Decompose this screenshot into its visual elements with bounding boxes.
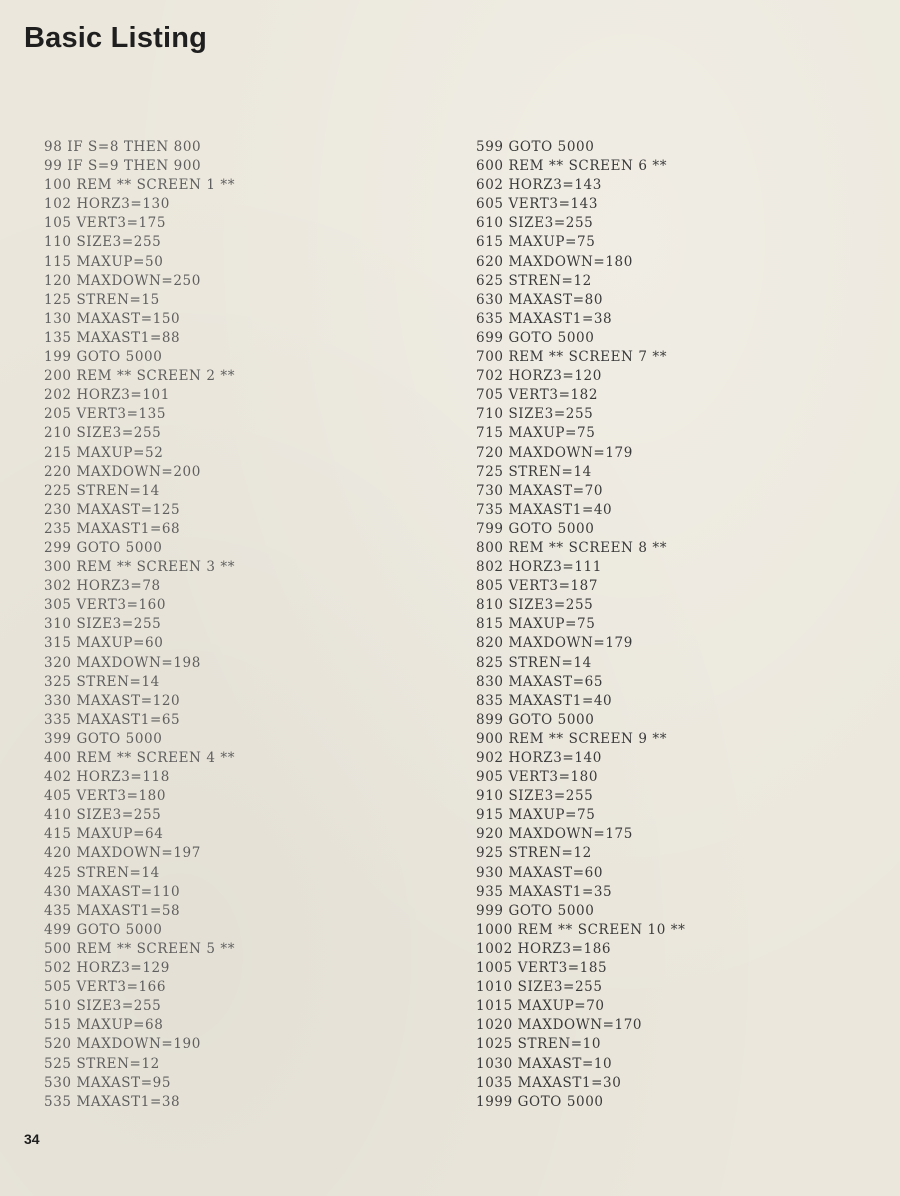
code-line: 615 MAXUP=75 — [476, 234, 596, 251]
code-line: 200 REM ** SCREEN 2 ** — [44, 368, 236, 385]
code-line: 130 MAXAST=150 — [44, 310, 181, 327]
code-line: 720 MAXDOWN=179 — [476, 444, 633, 461]
code-line: 510 SIZE3=255 — [44, 998, 162, 1015]
code-line: 810 SIZE3=255 — [476, 597, 594, 614]
code-line: 900 REM ** SCREEN 9 ** — [476, 730, 668, 747]
code-line: 620 MAXDOWN=180 — [476, 253, 633, 270]
code-line: 505 VERT3=166 — [44, 979, 167, 996]
code-line: 325 STREN=14 — [44, 673, 160, 690]
code-line: 910 SIZE3=255 — [476, 788, 594, 805]
code-line: 635 MAXAST1=38 — [476, 310, 613, 327]
code-line: 825 STREN=14 — [476, 654, 592, 671]
page-number: 34 — [24, 1131, 40, 1147]
code-line: 1030 MAXAST=10 — [476, 1055, 613, 1072]
code-line: 502 HORZ3=129 — [44, 960, 170, 977]
code-line: 405 VERT3=180 — [44, 788, 167, 805]
code-line: 110 SIZE3=255 — [44, 234, 162, 251]
code-line: 730 MAXAST=70 — [476, 482, 604, 499]
code-line: 600 REM ** SCREEN 6 ** — [476, 158, 668, 175]
code-line: 702 HORZ3=120 — [476, 368, 602, 385]
code-line: 435 MAXAST1=58 — [44, 902, 181, 919]
code-line: 915 MAXUP=75 — [476, 807, 596, 824]
code-line: 100 REM ** SCREEN 1 ** — [44, 177, 236, 194]
code-line: 902 HORZ3=140 — [476, 750, 602, 766]
code-line: 905 VERT3=180 — [476, 769, 599, 786]
code-line: 735 MAXAST1=40 — [476, 501, 613, 518]
code-line: 335 MAXAST1=65 — [44, 711, 181, 728]
code-line: 802 HORZ3=111 — [476, 559, 602, 576]
code-line: 125 STREN=15 — [44, 291, 160, 308]
code-line: 98 IF S=8 THEN 800 — [44, 139, 202, 155]
code-line: 899 GOTO 5000 — [476, 711, 595, 728]
code-line: 430 MAXAST=110 — [44, 883, 181, 900]
code-line: 1015 MAXUP=70 — [476, 998, 605, 1015]
code-line: 410 SIZE3=255 — [44, 807, 162, 824]
code-line: 425 STREN=14 — [44, 864, 160, 881]
code-line: 215 MAXUP=52 — [44, 444, 164, 461]
code-line: 115 MAXUP=50 — [44, 253, 164, 270]
code-line: 310 SIZE3=255 — [44, 616, 162, 633]
code-line: 700 REM ** SCREEN 7 ** — [476, 349, 668, 366]
code-line: 330 MAXAST=120 — [44, 692, 181, 709]
code-line: 630 MAXAST=80 — [476, 291, 604, 308]
code-line: 1010 SIZE3=255 — [476, 979, 603, 996]
code-line: 102 HORZ3=130 — [44, 196, 170, 213]
code-line: 1005 VERT3=185 — [476, 960, 608, 977]
code-line: 205 VERT3=135 — [44, 406, 167, 423]
page-title: Basic Listing — [24, 22, 208, 54]
code-line: 220 MAXDOWN=200 — [44, 463, 201, 480]
code-line: 820 MAXDOWN=179 — [476, 635, 633, 652]
code-line: 500 REM ** SCREEN 5 ** — [44, 940, 236, 957]
code-line: 399 GOTO 5000 — [44, 730, 163, 747]
code-line: 315 MAXUP=60 — [44, 635, 164, 652]
code-line: 800 REM ** SCREEN 8 ** — [476, 539, 668, 556]
code-line: 302 HORZ3=78 — [44, 578, 161, 595]
code-line: 610 SIZE3=255 — [476, 215, 594, 232]
code-line: 530 MAXAST=95 — [44, 1074, 172, 1091]
code-line: 699 GOTO 5000 — [476, 329, 595, 346]
code-line: 1020 MAXDOWN=170 — [476, 1017, 643, 1034]
code-line: 225 STREN=14 — [44, 482, 160, 499]
code-line: 705 VERT3=182 — [476, 387, 599, 404]
code-line: 925 STREN=12 — [476, 845, 592, 862]
code-line: 120 MAXDOWN=250 — [44, 272, 201, 289]
code-line: 715 MAXUP=75 — [476, 425, 596, 442]
code-line: 230 MAXAST=125 — [44, 501, 181, 518]
code-line: 799 GOTO 5000 — [476, 520, 595, 537]
code-line: 299 GOTO 5000 — [44, 539, 163, 556]
code-line: 1035 MAXAST1=30 — [476, 1074, 622, 1091]
code-line: 999 GOTO 5000 — [476, 902, 595, 919]
code-line: 725 STREN=14 — [476, 463, 592, 480]
code-line: 599 GOTO 5000 — [476, 139, 595, 155]
code-line: 320 MAXDOWN=198 — [44, 654, 201, 671]
code-line: 235 MAXAST1=68 — [44, 520, 181, 537]
code-line: 602 HORZ3=143 — [476, 177, 602, 194]
code-line: 525 STREN=12 — [44, 1055, 160, 1072]
code-line: 135 MAXAST1=88 — [44, 329, 181, 346]
code-line: 105 VERT3=175 — [44, 215, 167, 232]
code-line: 400 REM ** SCREEN 4 ** — [44, 750, 236, 766]
code-line: 202 HORZ3=101 — [44, 387, 170, 404]
code-line: 402 HORZ3=118 — [44, 769, 170, 786]
code-line: 535 MAXAST1=38 — [44, 1093, 181, 1110]
code-line: 420 MAXDOWN=197 — [44, 845, 201, 862]
code-line: 935 MAXAST1=35 — [476, 883, 613, 900]
code-line: 710 SIZE3=255 — [476, 406, 594, 423]
code-line: 99 IF S=9 THEN 900 — [44, 158, 202, 175]
code-line: 199 GOTO 5000 — [44, 349, 163, 366]
code-line: 815 MAXUP=75 — [476, 616, 596, 633]
code-line: 1025 STREN=10 — [476, 1036, 602, 1053]
code-line: 515 MAXUP=68 — [44, 1017, 164, 1034]
code-line: 1999 GOTO 5000 — [476, 1093, 604, 1110]
code-line: 835 MAXAST1=40 — [476, 692, 613, 709]
code-line: 830 MAXAST=65 — [476, 673, 604, 690]
code-line: 210 SIZE3=255 — [44, 425, 162, 442]
code-line: 930 MAXAST=60 — [476, 864, 604, 881]
code-line: 305 VERT3=160 — [44, 597, 167, 614]
code-line: 805 VERT3=187 — [476, 578, 599, 595]
code-line: 920 MAXDOWN=175 — [476, 826, 633, 843]
code-line: 625 STREN=12 — [476, 272, 592, 289]
code-line: 605 VERT3=143 — [476, 196, 599, 213]
code-line: 499 GOTO 5000 — [44, 921, 163, 938]
code-listing-right-column — [476, 138, 686, 1112]
code-listing-left-column — [44, 138, 235, 1112]
code-line: 300 REM ** SCREEN 3 ** — [44, 559, 236, 576]
code-line: 520 MAXDOWN=190 — [44, 1036, 201, 1053]
code-line: 1002 HORZ3=186 — [476, 940, 612, 957]
code-line: 1000 REM ** SCREEN 10 ** — [476, 921, 686, 938]
code-line: 415 MAXUP=64 — [44, 826, 164, 843]
